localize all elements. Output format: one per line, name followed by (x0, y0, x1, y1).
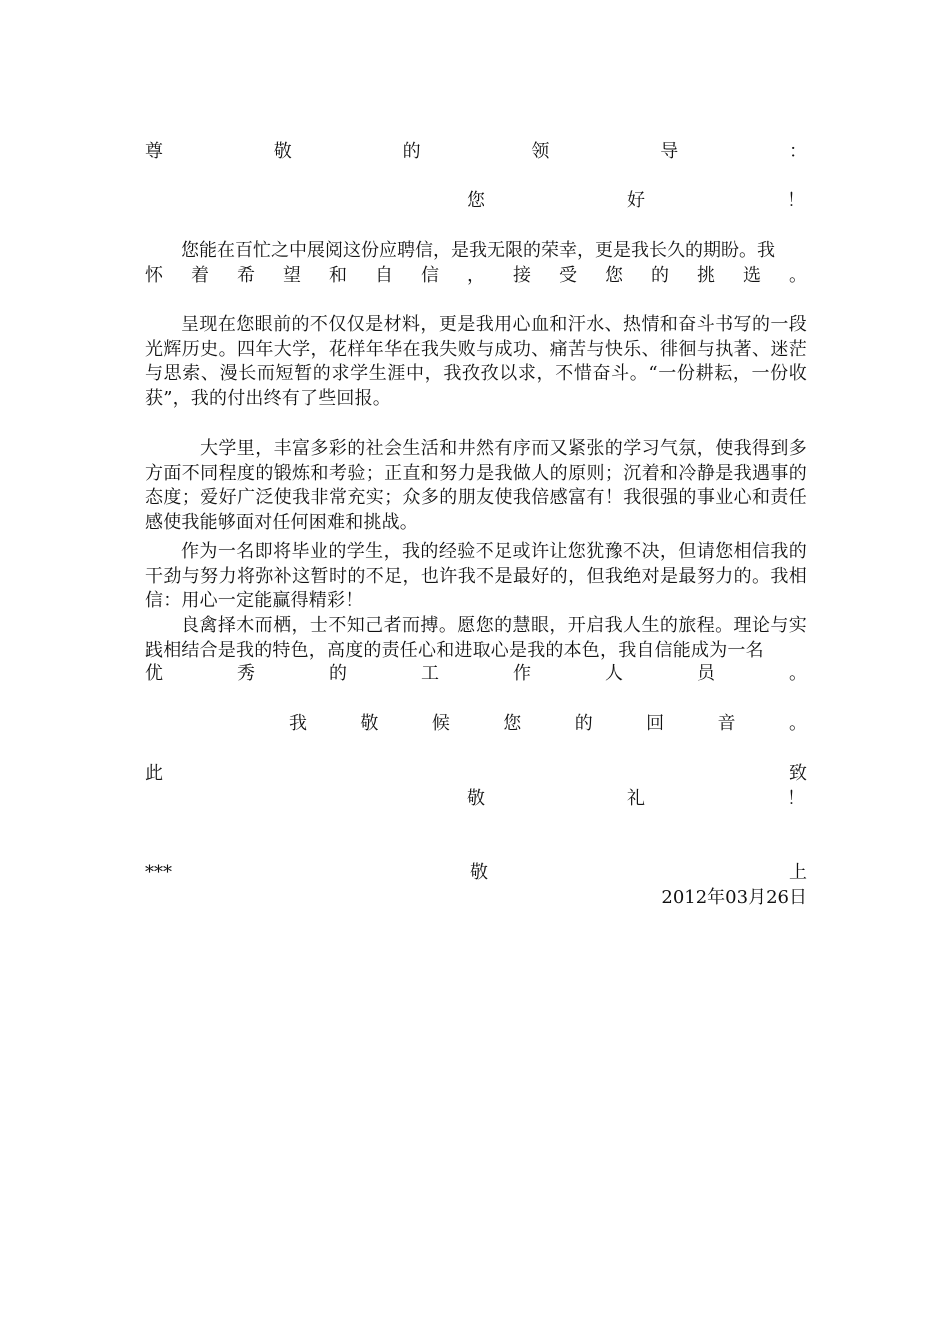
paragraph-5-last-line (145, 661, 807, 687)
await-char: 的 (574, 713, 593, 734)
p1-char: 选 (743, 265, 761, 286)
p5-char: 。 (789, 663, 807, 684)
p5-char: 人 (605, 663, 623, 684)
p5-char: 工 (421, 663, 439, 684)
p1-char: 着 (191, 265, 209, 286)
paragraph-1-line-1: 您能在百忙之中展阅这份应聘信，是我无限的荣幸，更是我长久的期盼。我 (181, 240, 775, 261)
p1-char: 信 (421, 265, 439, 286)
salutation-char: ： (788, 141, 807, 162)
await-char: 。 (788, 713, 807, 734)
greeting-char: 您 (467, 190, 485, 211)
signature-char: 敬 (470, 862, 488, 883)
await-char: 候 (431, 713, 450, 734)
closing-line-1 (145, 761, 807, 787)
p5-char: 员 (697, 663, 715, 684)
salutation-char: 尊 (145, 141, 163, 162)
await-reply-line (289, 711, 807, 737)
await-char: 我 (289, 713, 307, 734)
paragraph-1-line-2 (145, 263, 807, 289)
salutation-char: 领 (531, 141, 550, 162)
salutation-char: 的 (402, 141, 421, 162)
signature-name: *** (145, 862, 172, 883)
p1-char: 和 (329, 265, 347, 286)
p5-char: 的 (329, 663, 347, 684)
closing-char: ！ (787, 788, 805, 809)
p1-char: 挑 (697, 265, 715, 286)
await-char: 您 (503, 713, 522, 734)
p1-char: 受 (559, 265, 577, 286)
paragraph-3: 大学里，丰富多彩的社会生活和井然有序而又紧张的学习气氛，使我得到多方面不同程度的锻炼和考验；正直和努力是我做人的原则；沉着和冷静是我遇事的态度；爱好广泛使我非常充实；众多的朋友使我倍感富有！我很强的事业心和责任感使我能够面对任何困难和挑战。 (145, 438, 807, 534)
closing-line-2 (467, 786, 805, 812)
closing-char: 敬 (467, 788, 485, 809)
paragraph-4: 作为一名即将毕业的学生，我的经验不足或许让您犹豫不决，但请您相信我的干劲与努力将弥补这暂时的不足，也许我不是最好的，但我绝对是最努力的。我相信：用心一定能赢得精彩！ (145, 541, 807, 612)
salutation-char: 导 (660, 141, 679, 162)
closing-char: 致 (789, 763, 807, 784)
p1-char: ， (467, 265, 485, 286)
p1-char: 自 (375, 265, 393, 286)
salutation-char: 敬 (273, 141, 292, 162)
p1-char: 接 (513, 265, 531, 286)
p5-char: 秀 (237, 663, 255, 684)
signature-line (145, 860, 807, 886)
closing-char: 礼 (627, 788, 645, 809)
p5-char: 优 (145, 663, 163, 684)
closing-char: 此 (145, 763, 163, 784)
letter-date: 2012年03月26日 (661, 887, 807, 908)
await-char: 敬 (360, 713, 379, 734)
p1-char: 望 (283, 265, 301, 286)
signature-char: 上 (789, 862, 807, 883)
p1-char: 您 (605, 265, 623, 286)
p5-char: 作 (513, 663, 531, 684)
await-char: 音 (717, 713, 736, 734)
p1-char: 希 (237, 265, 255, 286)
greeting-line (467, 188, 805, 214)
salutation-line (145, 139, 807, 165)
paragraph-5: 良禽择木而栖，士不知己者而搏。愿您的慧眼，开启我人生的旅程。理论与实践相结合是我的特色，高度的责任心和进取心是我的本色，我自信能成为一名 (145, 615, 807, 661)
p1-char: 的 (651, 265, 669, 286)
paragraph-2: 呈现在您眼前的不仅仅是材料，更是我用心血和汗水、热情和奋斗书写的一段光辉历史。四年大学，花样年华在我失败与成功、痛苦与快乐、徘徊与执著、迷茫与思索、漫长而短暂的求学生涯中，我孜孜以求，不惜奋斗。“一份耕耘，一份收获”，我的付出终有了些回报。 (145, 314, 807, 410)
greeting-char: 好 (627, 190, 645, 211)
await-char: 回 (646, 713, 665, 734)
p1-char: 。 (789, 265, 807, 286)
greeting-char: ！ (787, 190, 805, 211)
p1-char: 怀 (145, 265, 163, 286)
